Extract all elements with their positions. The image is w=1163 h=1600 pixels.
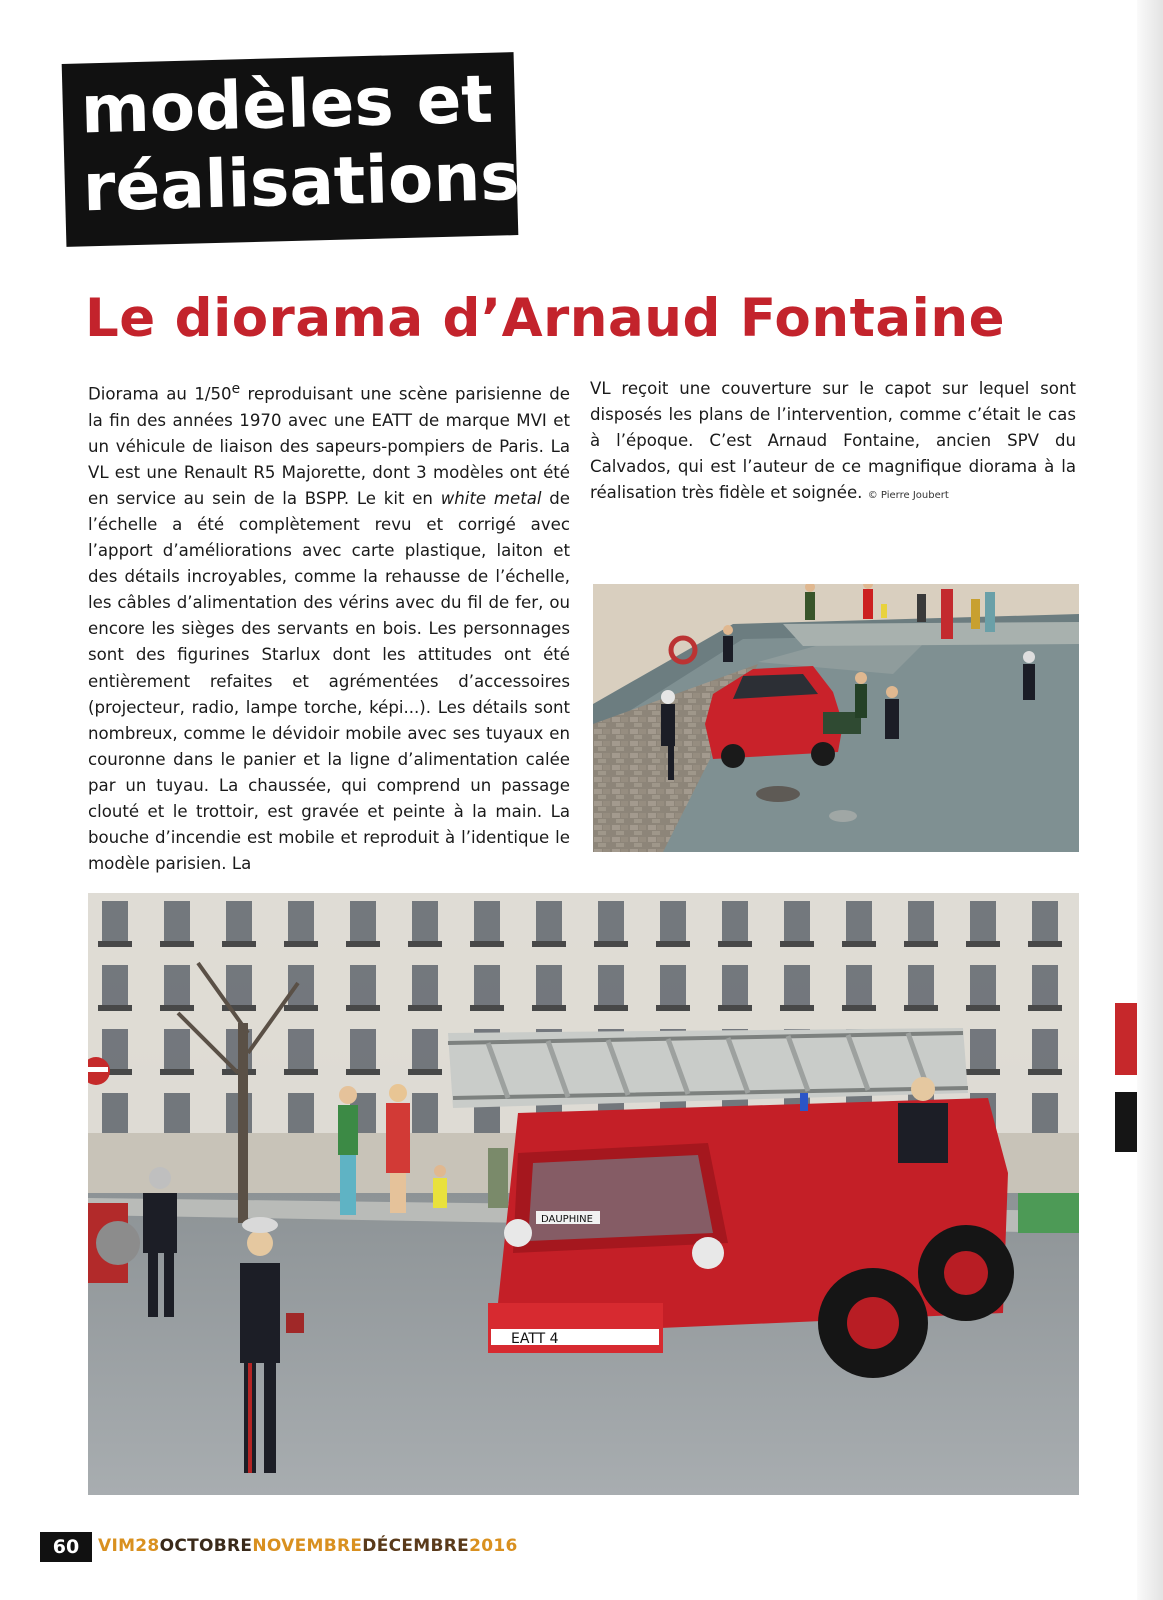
truck-plate: EATT 4: [511, 1331, 559, 1347]
banner-line-1: modèles et: [79, 60, 494, 149]
diorama-photo-small: [593, 584, 1079, 852]
body-column-right: [590, 376, 1076, 509]
magazine-footer: [98, 1536, 518, 1556]
footer-month-1: OCTOBRE: [159, 1536, 253, 1556]
body-text: Diorama au 1/50: [88, 384, 232, 404]
article-title: Le diorama d’Arnaud Fontaine: [85, 288, 1006, 349]
body-text: reproduisant une scène parisienne de la fin des années 1970 avec une EATT de marque MVI et un véhicule de liaison des sapeurs-pompiers de Paris. La VL est une Renault R5 Majorette, dont 3 modèles ont été en service au sein de la BSPP. Le kit en: [88, 384, 570, 508]
footer-month-2: NOVEMBRE: [252, 1536, 363, 1556]
footer-month-3: DÉCEMBRE: [362, 1536, 470, 1556]
edge-red-mark: [1115, 1003, 1137, 1075]
magazine-issue: VIM28: [98, 1536, 160, 1556]
section-banner: [62, 52, 519, 247]
page-number: 60: [40, 1532, 92, 1562]
body-text: VL reçoit une couverture sur le capot sur lequel sont disposés les plans de l’intervention, comme c’était le cas à l’époque. C’est Arnaud Fontaine, ancien SPV du Calvados, qui est l’auteur de ce magnifique diorama à la réalisation très fidèle et soignée.: [590, 379, 1076, 503]
body-column-left: [88, 376, 570, 877]
photo-credit: © Pierre Joubert: [867, 490, 949, 502]
fire-truck-photo-large: [88, 893, 1079, 1495]
edge-black-mark: [1115, 1092, 1137, 1152]
footer-year: 2016: [469, 1536, 518, 1556]
italic-term: white metal: [440, 488, 542, 508]
body-text: de l’échelle a été complètement revu et corrigé avec l’apport d’améliorations avec carte plastique, laiton et des détails incroyables, comme la rehausse de l’échelle, les câbles d’alimentation des vérins avec du fil de fer, ou encore les sièges des servants en bois. Les personnages sont des figurines Starlux dont les attitudes ont été entièrement refaites et agrémentées d’accessoires (projecteur, radio, lampe torche, képi...). Les détails sont nombreux, comme le dévidoir mobile avec ses tuyaux en couronne dans le panier et la ligne d’alimentation calée par un tuyau. La chaussée, qui comprend un passage clouté et le trottoir, est gravée et peinte à la main. La bouche d’incendie est mobile et reproduit à l’identique le modèle parisien. La: [88, 488, 570, 874]
page-edge: [1137, 0, 1163, 1600]
banner-line-2: réalisations: [81, 138, 521, 227]
superscript: e: [231, 381, 241, 397]
cab-plate: DAUPHINE: [541, 1214, 593, 1225]
